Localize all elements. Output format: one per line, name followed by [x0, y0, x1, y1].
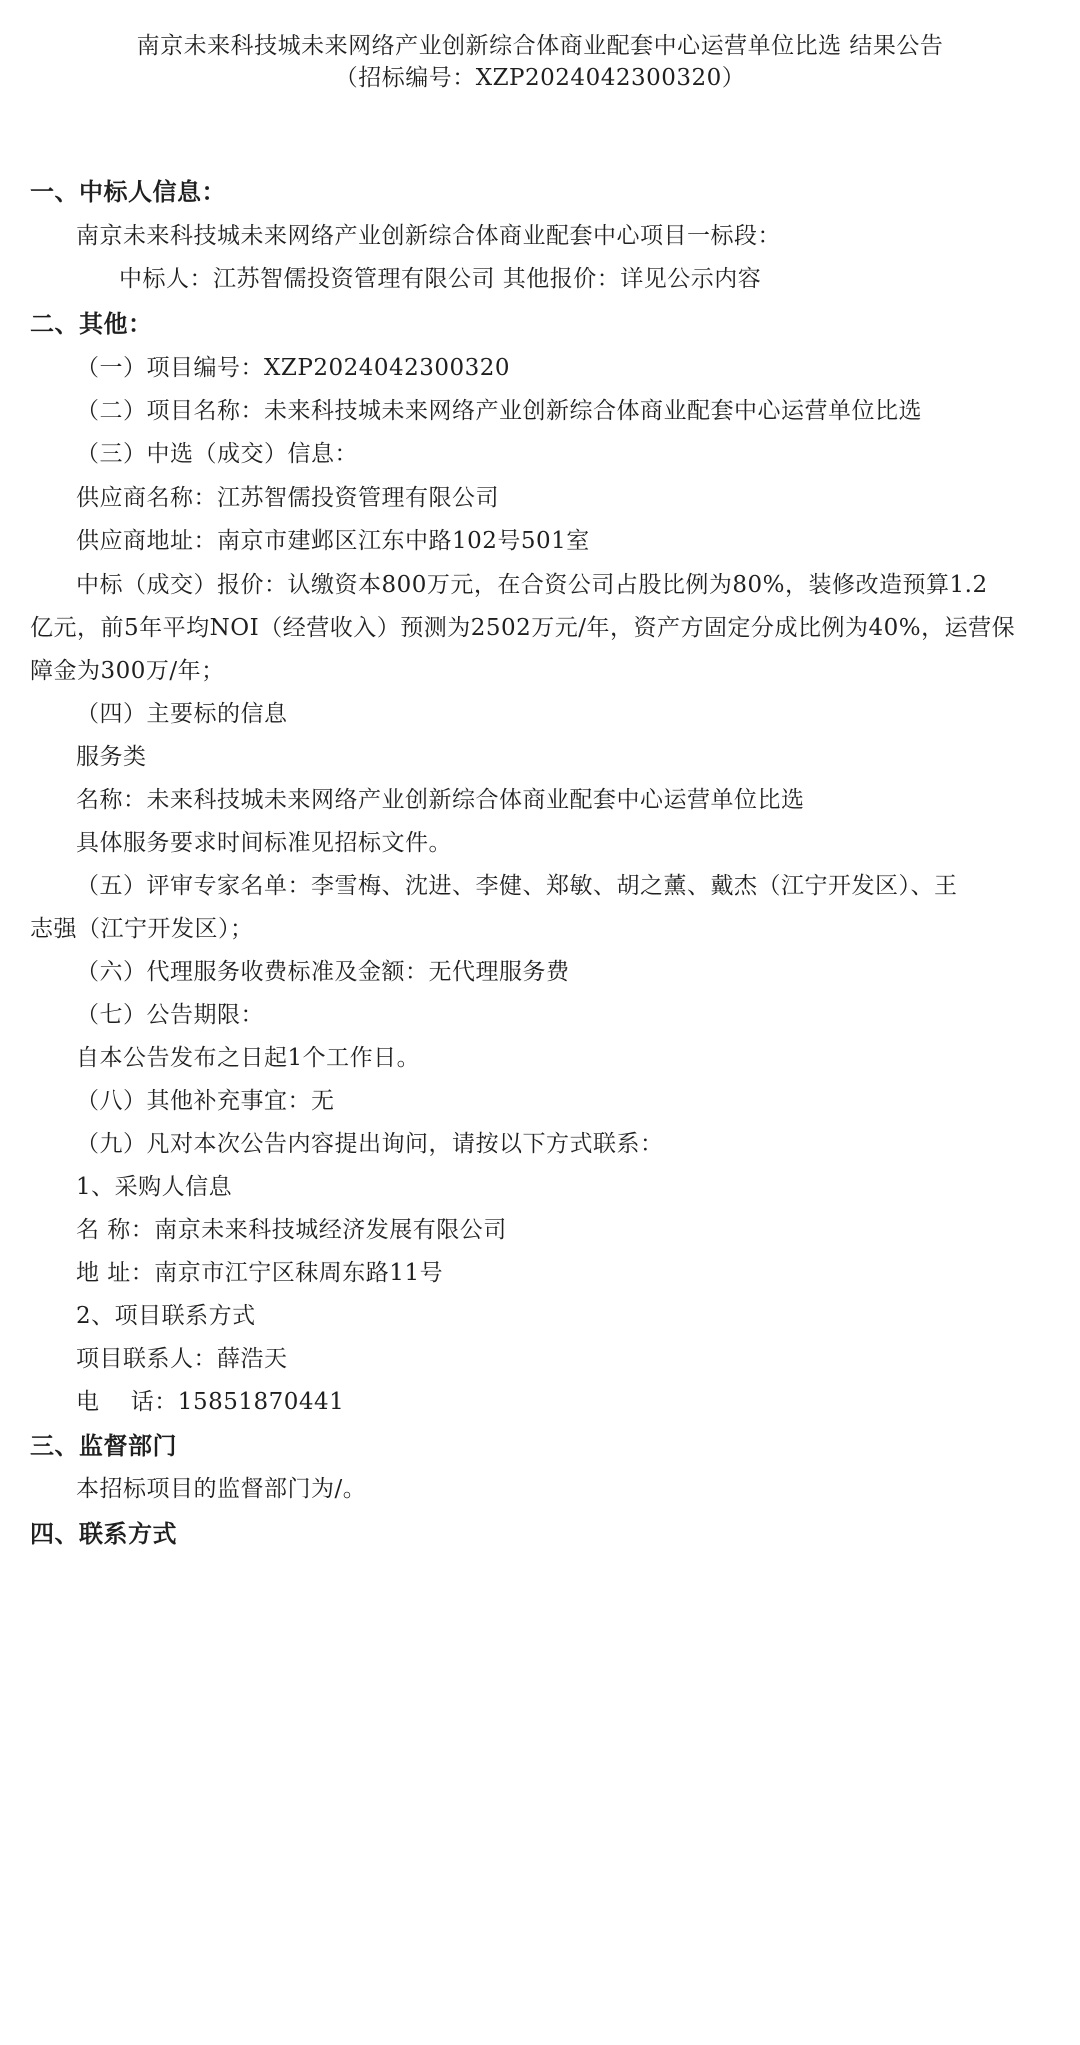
- buyer-info-heading: 1、采购人信息: [76, 1174, 233, 1200]
- notice-period: 自本公告发布之日起1个工作日。: [76, 1045, 421, 1071]
- winner-line: 中标人：江苏智儒投资管理有限公司 其他报价：详见公示内容: [119, 266, 762, 292]
- notice-period-label: （七）公告期限：: [76, 1002, 264, 1028]
- expert-list-line-1: （五）评审专家名单：李雪梅、沈进、李健、郑敏、胡之薰、戴杰（江宁开发区）、王: [76, 873, 958, 899]
- item-project-name: （二）项目名称：未来科技城未来网络产业创新综合体商业配套中心运营单位比选: [76, 398, 922, 424]
- tender-number: （招标编号：XZP2024042300320）: [334, 65, 746, 91]
- supplier-address: 供应商地址：南京市建邺区江东中路102号501室: [76, 528, 590, 554]
- item-selection-info: （三）中选（成交）信息：: [76, 441, 358, 467]
- supplier-name: 供应商名称：江苏智儒投资管理有限公司: [76, 485, 499, 511]
- contact-phone: 电 话：15851870441: [76, 1389, 345, 1415]
- notice-title: 南京未来科技城未来网络产业创新综合体商业配套中心运营单位比选 结果公告: [136, 33, 944, 59]
- service-name: 名称：未来科技城未来网络产业创新综合体商业配套中心运营单位比选: [76, 787, 805, 813]
- item-project-number: （一）项目编号：XZP2024042300320: [76, 355, 511, 381]
- section-heading-winner: 一、中标人信息：: [30, 177, 226, 206]
- supervision-text: 本招标项目的监督部门为/。: [76, 1476, 367, 1502]
- section-heading-other: 二、其他：: [30, 309, 153, 338]
- quote-line-2: 亿元，前5年平均NOI（经营收入）预测为2502万元/年，资产方固定分成比例为40%，运营保: [30, 615, 1016, 641]
- expert-list-line-2: 志强（江宁开发区）；: [30, 916, 254, 942]
- project-lot: 南京未来科技城未来网络产业创新综合体商业配套中心项目一标段：: [76, 223, 781, 249]
- buyer-address: 地 址：南京市江宁区秣周东路11号: [76, 1260, 444, 1286]
- buyer-name: 名 称：南京未来科技城经济发展有限公司: [76, 1217, 507, 1243]
- contact-person: 项目联系人：薛浩天: [76, 1346, 288, 1372]
- contact-heading: 2、项目联系方式: [76, 1303, 256, 1329]
- section-heading-contact: 四、联系方式: [30, 1519, 177, 1548]
- other-supplements: （八）其他补充事宜：无: [76, 1088, 335, 1114]
- service-type: 服务类: [76, 744, 147, 770]
- quote-line-1: 中标（成交）报价：认缴资本800万元，在合资公司占股比例为80%，装修改造预算1.2: [76, 572, 988, 598]
- section-heading-supervision: 三、监督部门: [30, 1431, 177, 1460]
- item-main-subject: （四）主要标的信息: [76, 701, 288, 727]
- service-requirement: 具体服务要求时间标准见招标文件。: [76, 830, 452, 856]
- agency-fee: （六）代理服务收费标准及金额：无代理服务费: [76, 959, 570, 985]
- inquiry-instruction: （九）凡对本次公告内容提出询问，请按以下方式联系：: [76, 1131, 664, 1157]
- quote-line-3: 障金为300万/年；: [30, 658, 225, 684]
